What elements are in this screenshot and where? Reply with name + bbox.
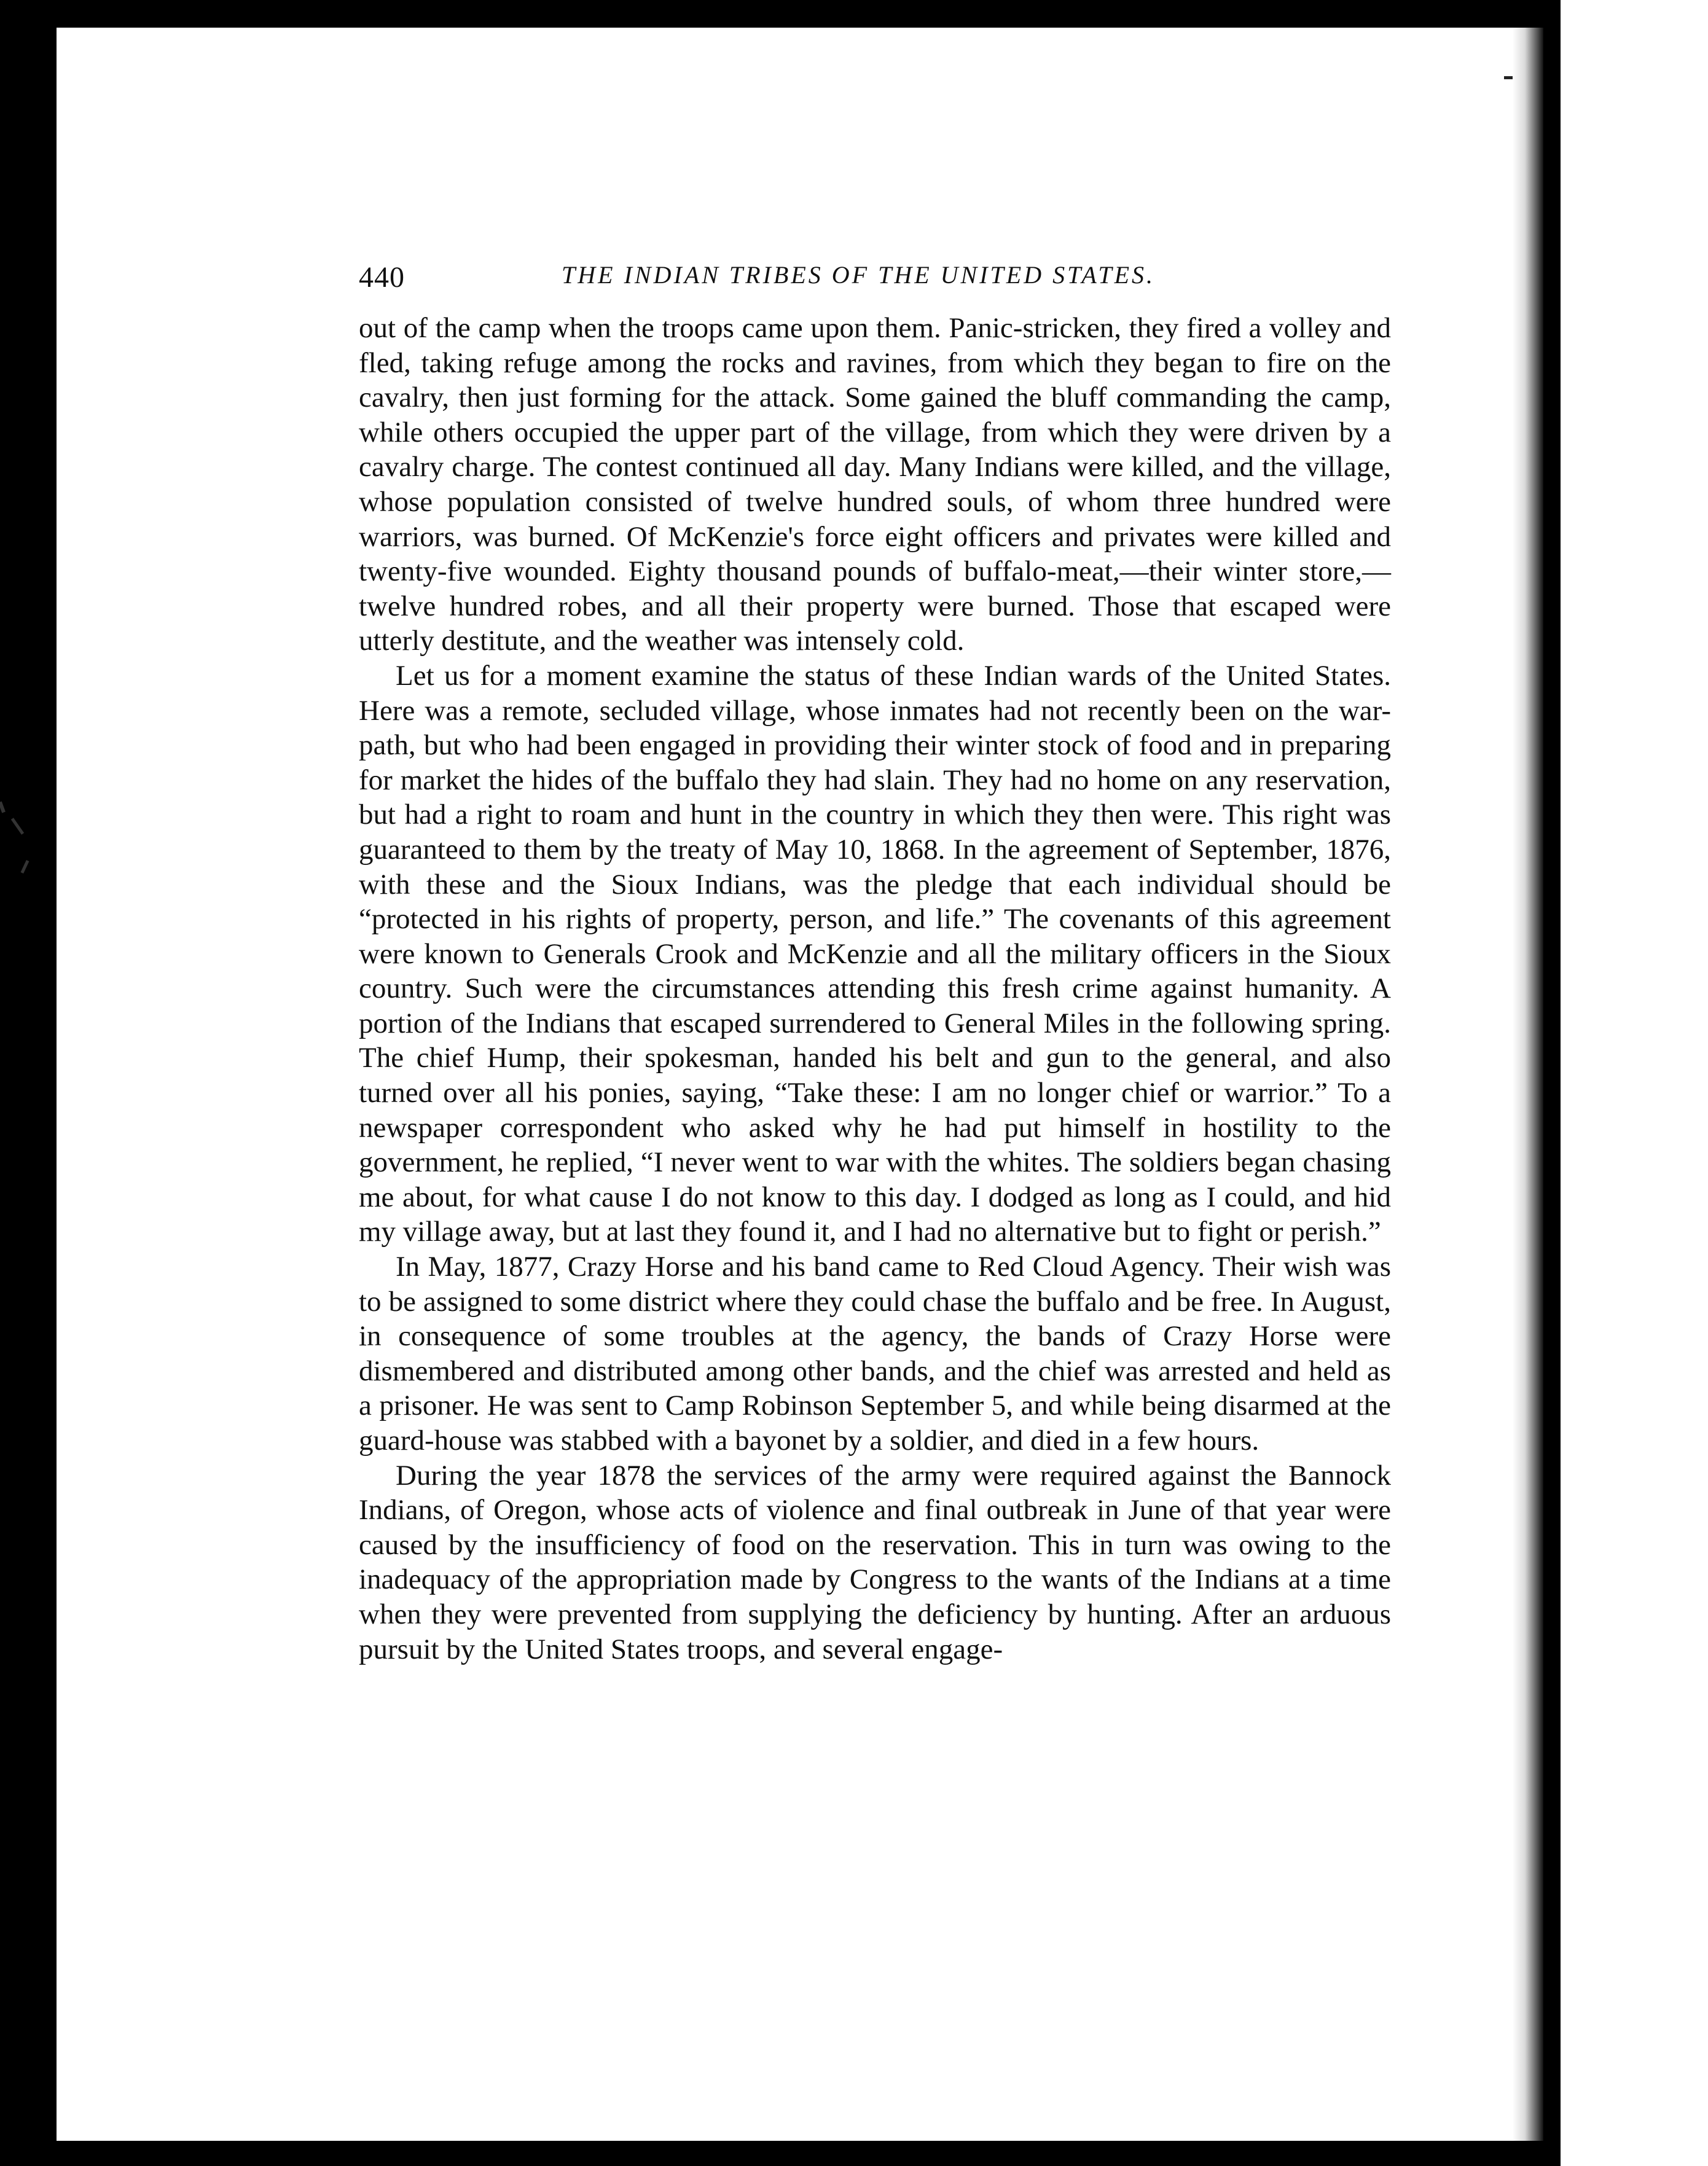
running-title: THE INDIAN TRIBES OF THE UNITED STATES. [562,261,1155,289]
paragraph-2: Let us for a moment examine the status of these Indian wards of the United States. Here was a remote, secluded village, whose inmates had not recently been on the war-path, but who had been engaged in providing their winter stock of food and in preparing for market the hides of the buffalo they had slain. They had no home on any reservation, but had a right to roam and hunt in the country in which they then were. This right was guaranteed to them by the treaty of May 10, 1868. In the agreement of September, 1876, with these and the Sioux Indians, was the pledge that each individual should be “protected in his rights of property, person, and life.” The covenants of this agreement were known to Generals Crook and McKenzie and all the military officers in the Sioux country. Such were the circumstances attending this fresh crime against humanity. A portion of the Indians that escaped surrendered to General Miles in the following spring. The chief Hump, their spokesman, handed his belt and gun to the general, and also turned over all his ponies, saying, “Take these: I am no longer chief or warrior.” To a newspaper correspondent who asked why he had put himself in hostility to the government, he replied, “I never went to war with the whites. The soldiers began chasing me about, for what cause I do not know to this day. I dodged as long as I could, and hid my village away, but at last they found it, and I had no alternative but to fight or perish.” [359,659,1391,1248]
paragraph-3: In May, 1877, Crazy Horse and his band came to Red Cloud Agency. Their wish was to be assigned to some district where they could chase the buffalo and be free. In August, in consequence of some troubles at the agency, the bands of Crazy Horse were dismembered and distributed among other bands, and the chief was arrested and held as a prisoner. He was sent to Camp Robinson September 5, and while being disarmed at the guard-house was stabbed with a bayonet by a soldier, and died in a few hours. [359,1251,1391,1456]
paragraph-4: During the year 1878 the services of the army were required against the Bannock Indians, of Oregon, whose acts of violence and final outbreak in June of that year were caused by the insufficiency of food on the reservation. This in turn was owing to the inadequacy of the appropriation made by Congress to the wants of the Indians at a time when they were prevented from supplying the deficiency by hunting. After an arduous pursuit by the United States troops, and several engage- [359,1459,1391,1665]
facing-page-edge [1561,0,1708,2166]
page-number: 440 [359,261,405,294]
page-edge-mark [1504,76,1513,79]
running-head [359,260,1391,297]
book-spine [1543,0,1561,2166]
paragraph-1: out of the camp when the troops came upon them. Panic-stricken, they fired a volley and fled, taking refuge among the rocks and ravines, from which they began to fire on the cavalry, then just forming for the attack. Some gained the bluff commanding the camp, while others occupied the upper part of the village, from which they were driven by a cavalry charge. The contest continued all day. Many Indians were killed, and the village, whose population consisted of twelve hundred souls, of whom three hundred were warriors, was burned. Of McKenzie's force eight officers and privates were killed and twenty-five wounded. Eighty thousand pounds of buffalo-meat,—their winter store,—twelve hundred robes, and all their property were burned. Those that escaped were utterly destitute, and the weather was intensely cold. [359,312,1391,657]
body-text [359,311,1391,1667]
binding-shadow [1513,28,1543,2141]
